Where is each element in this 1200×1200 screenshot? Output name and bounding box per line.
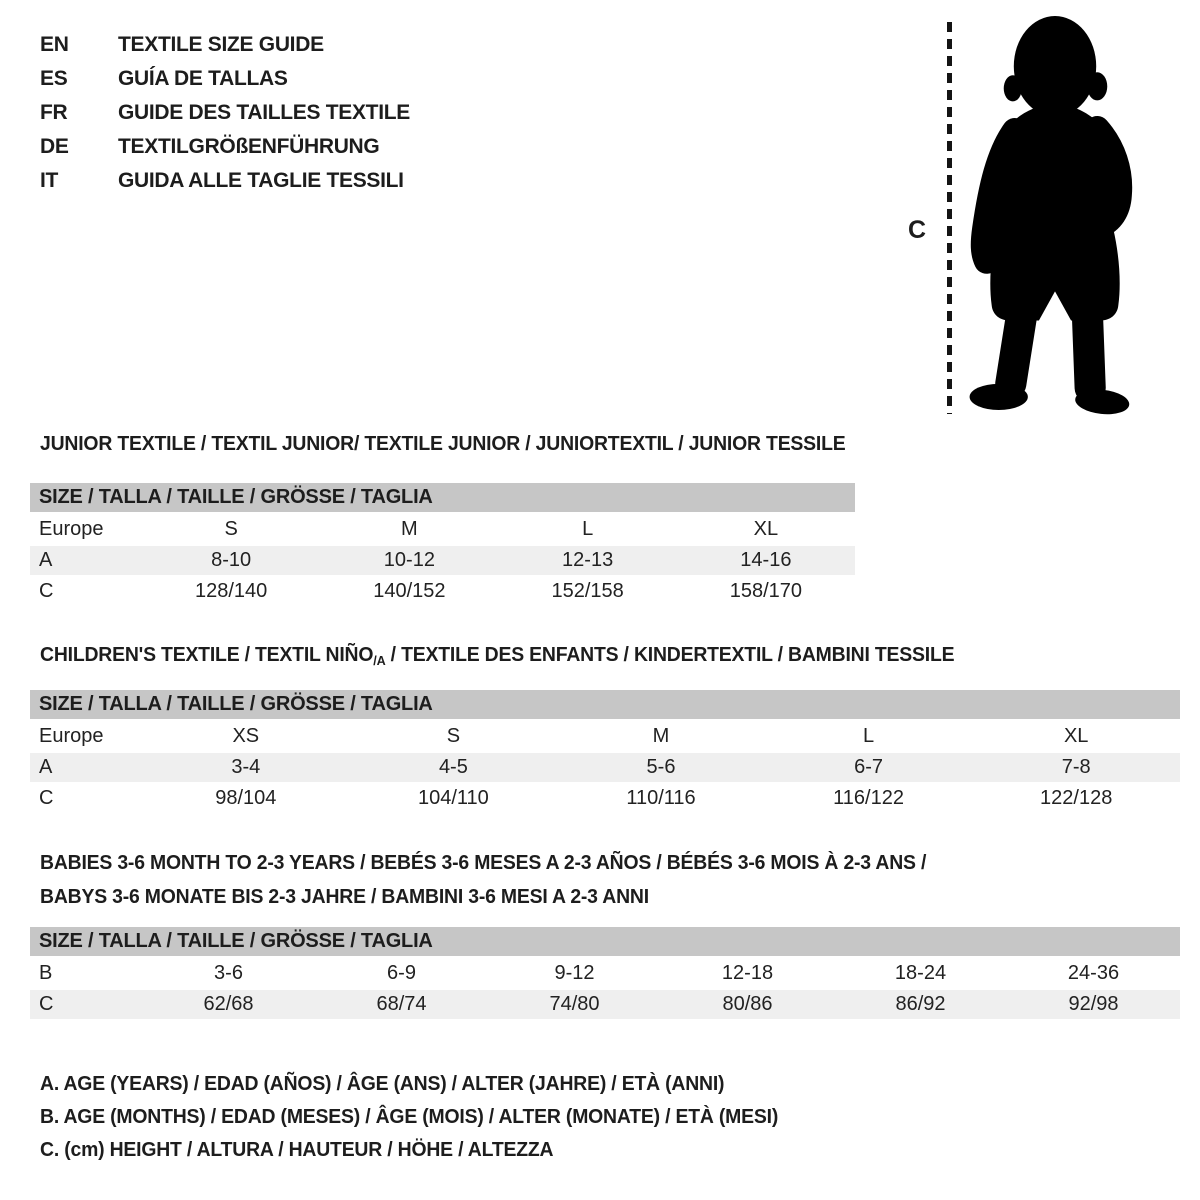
size-table-header [30,690,1180,719]
size-cell: L [863,725,875,747]
age-cell: 9-12 [554,962,595,984]
row-label: A [39,756,53,778]
children-title-rest: / TEXTILE DES ENFANTS / KINDERTEXTIL / BAMBINI TESSILE [385,644,955,666]
language-row-it [40,164,410,198]
height-cell: 80/86 [722,993,773,1015]
children-title-main: CHILDREN'S TEXTILE / TEXTIL NIÑO [40,644,374,666]
size-cell: S [224,518,238,540]
age-cell: 6-9 [387,962,416,984]
babies-size-table [30,927,1180,1021]
junior-section-title: JUNIOR TEXTILE / TEXTIL JUNIOR/ TEXTILE JUNIOR / JUNIORTEXTIL / JUNIOR TESSILE [40,433,846,455]
age-cell: 18-24 [894,962,947,984]
height-measure-dashed-line [947,22,952,414]
row-label: A [39,549,53,571]
babies-title-line1: BABIES 3-6 MONTH TO 2-3 YEARS / BEBÉS 3-6 MESES A 2-3 AÑOS / BÉBÉS 3-6 MOIS À 2-3 ANS / [40,852,927,874]
size-header-label: SIZE / TALLA / TAILLE / GRÖSSE / TAGLIA [39,930,433,952]
measurement-legend [40,1068,801,1167]
height-cell: 152/158 [551,580,624,602]
language-title: TEXTILE SIZE GUIDE [118,33,324,56]
size-cell: S [446,725,461,747]
language-title: GUIDA ALLE TAGLIE TESSILI [118,169,404,192]
row-label: C [39,787,54,809]
table-row-height-cm [30,577,855,606]
age-cell: 3-6 [214,962,243,984]
table-row-age-months [30,959,1180,988]
table-row-height-cm [30,784,1180,813]
height-cell: 92/98 [1068,993,1119,1015]
height-cell: 68/74 [376,993,427,1015]
language-title: TEXTILGRÖßENFÜHRUNG [118,135,380,158]
babies-section-title [40,846,954,914]
age-cell: 7-8 [1061,756,1091,778]
age-cell: 12-18 [721,962,774,984]
language-code: FR [40,101,68,124]
language-title: GUIDE DES TAILLES TEXTILE [118,101,410,124]
height-cell: 128/140 [194,580,268,602]
language-row-de [40,130,410,164]
babies-title-line2: BABYS 3-6 MONATE BIS 2-3 JAHRE / BAMBINI 3-6 MESI A 2-3 ANNI [40,886,649,908]
height-cell: 86/92 [895,993,946,1015]
language-row-en [40,28,410,62]
children-title-subscript: /A [373,653,386,668]
language-list [40,28,410,198]
children-size-table [30,690,1180,815]
height-measure-label: C [908,216,927,244]
size-cell: M [652,725,670,747]
height-cell: 74/80 [549,993,600,1015]
age-cell: 24-36 [1067,962,1120,984]
age-cell: 12-13 [562,549,614,571]
row-label: Europe [39,725,104,747]
height-cell: 122/128 [1040,787,1113,809]
size-cell: M [401,518,418,540]
height-cell: 62/68 [203,993,254,1015]
table-row-age-years [30,753,1180,782]
size-cell: XL [753,518,779,540]
table-row-height-cm [30,990,1180,1019]
row-label: C [39,993,54,1015]
height-cell: 158/170 [729,580,803,602]
legend-line-a: A. AGE (YEARS) / EDAD (AÑOS) / ÂGE (ANS) / ALTER (JAHRE) / ETÀ (ANNI) [40,1073,725,1095]
height-cell: 104/110 [417,787,489,809]
height-cell: 98/104 [215,787,277,809]
height-cell: 110/116 [626,787,696,809]
row-label: Europe [39,518,104,540]
height-cell: 140/152 [373,580,446,602]
row-label: B [39,962,53,984]
size-cell: XS [232,725,260,747]
row-label: C [39,580,54,602]
toddler-silhouette-icon [966,14,1144,420]
language-row-es [40,62,410,96]
language-row-fr [40,96,410,130]
language-code: DE [40,135,69,158]
age-cell: 6-7 [854,756,884,778]
size-table-header [30,927,1180,956]
size-table-header [30,483,855,512]
table-row-age-years [30,546,855,575]
language-title: GUÍA DE TALLAS [118,67,288,90]
language-code: ES [40,67,68,90]
table-row-europe [30,515,855,544]
age-cell: 5-6 [646,756,676,778]
age-cell: 14-16 [740,549,792,571]
size-header-label: SIZE / TALLA / TAILLE / GRÖSSE / TAGLIA [39,693,433,715]
table-row-europe [30,722,1180,751]
age-cell: 3-4 [231,756,261,778]
junior-size-table [30,483,855,608]
size-cell: XL [1063,725,1089,747]
size-header-label: SIZE / TALLA / TAILLE / GRÖSSE / TAGLIA [39,486,433,508]
age-cell: 10-12 [383,549,435,571]
age-cell: 8-10 [211,549,252,571]
height-cell: 116/122 [833,787,904,809]
language-code: EN [40,33,69,56]
size-cell: L [582,518,594,540]
age-cell: 4-5 [438,756,468,778]
children-section-title [40,644,954,668]
legend-line-c: C. (cm) HEIGHT / ALTURA / HAUTEUR / HÖHE / ALTEZZA [40,1139,554,1161]
legend-line-b: B. AGE (MONTHS) / EDAD (MESES) / ÂGE (MOIS) / ALTER (MONATE) / ETÀ (MESI) [40,1106,779,1128]
language-code: IT [40,169,59,192]
